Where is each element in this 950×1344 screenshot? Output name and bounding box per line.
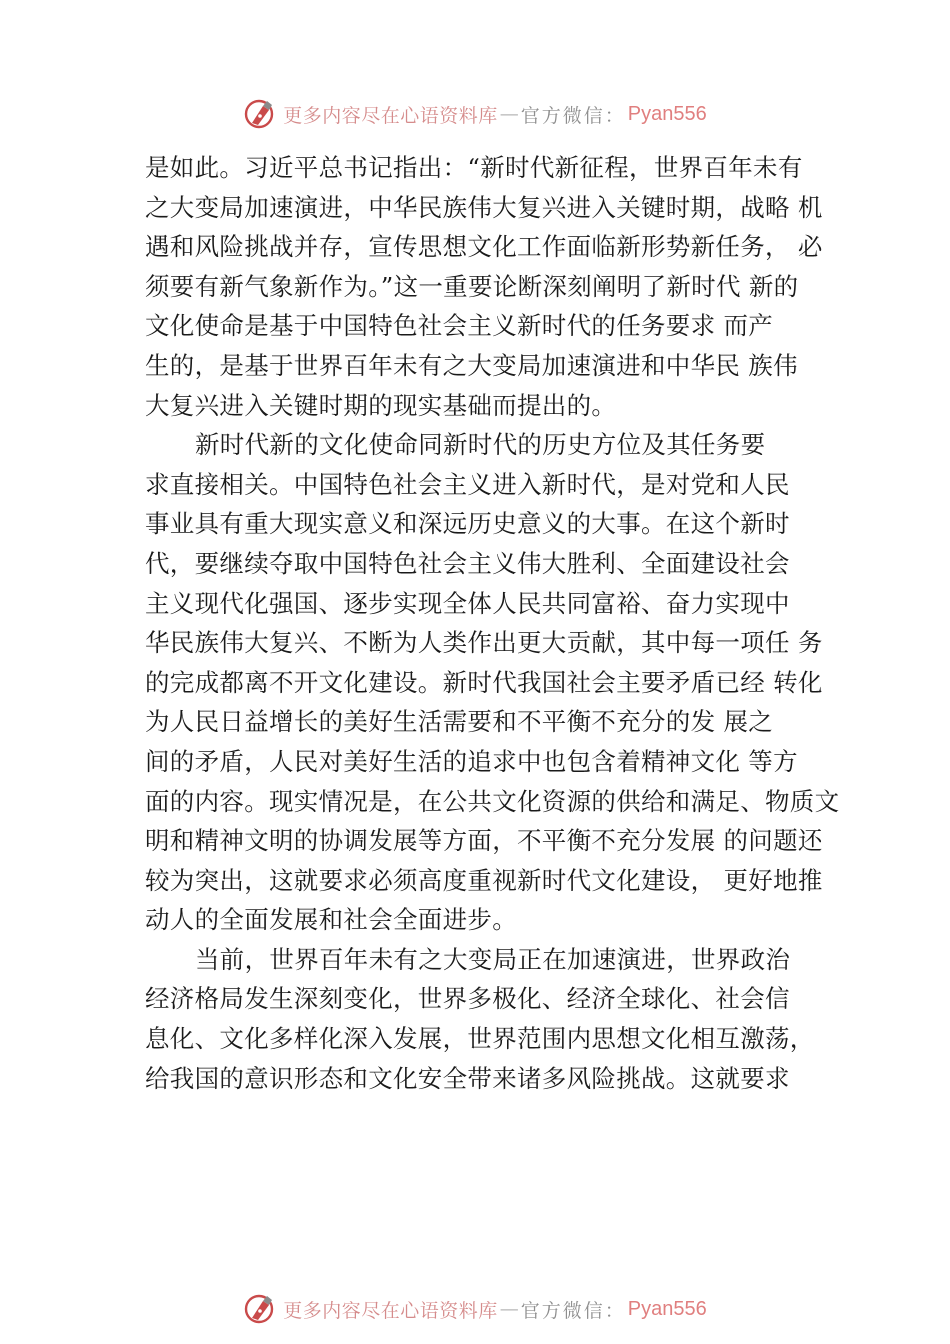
header-wechat-label: 官方微信：	[520, 104, 626, 127]
text-line: 遇和风险挑战并存，宣传思想文化工作面临新形势新任务， 必	[145, 232, 823, 262]
text-line: 大复兴进入关键时期的现实基础而提出的。	[145, 390, 617, 420]
footer-banner	[0, 1289, 950, 1329]
text-line: 华民族伟大复兴、不断为人类作出更大贡献，其中每一项任 务	[145, 628, 823, 658]
header-separator: —	[499, 103, 519, 125]
text-line: 须要有新气象新作为。”这一重要论断深刻阐明了新时代 新的	[145, 271, 799, 301]
document-body	[145, 148, 845, 1098]
text-line: 动人的全面发展和社会全面进步。	[145, 905, 517, 935]
text-line: 的完成都离不开文化建设。新时代我国社会主要矛盾已经 转化	[145, 667, 823, 697]
header-brand-text: 更多内容尽在心语资料库	[283, 104, 498, 127]
footer-wechat-label: 官方微信：	[520, 1299, 626, 1322]
footer-brand-text: 更多内容尽在心语资料库	[283, 1299, 498, 1322]
text-line: 事业具有重大现实意义和深远历史意义的大事。在这个新时	[145, 509, 790, 539]
paragraph-start-line: 新时代新的文化使命同新时代的历史方位及其任务要	[195, 430, 766, 460]
text-line: 生的，是基于世界百年未有之大变局加速演进和中华民 族伟	[145, 350, 798, 380]
text-line: 为人民日益增长的美好生活需要和不平衡不充分的发 展之	[145, 707, 774, 737]
footer-account-id: Pyan556	[627, 1297, 707, 1320]
text-line: 间的矛盾，人民对美好生活的追求中也包含着精神文化 等方	[145, 746, 798, 776]
text-line: 明和精神文明的协调发展等方面，不平衡不充分发展 的问题还	[145, 826, 823, 856]
header-account-id: Pyan556	[627, 102, 707, 125]
text-line: 给我国的意识形态和文化安全带来诸多风险挑战。这就要求	[145, 1063, 790, 1093]
text-line: 面的内容。现实情况是，在公共文化资源的供给和满足、物质文	[145, 786, 840, 816]
text-line: 求直接相关。中国特色社会主义进入新时代，是对党和人民	[145, 469, 790, 499]
text-line: 息化、文化多样化深入发展，世界范围内思想文化相互激荡，	[145, 1024, 815, 1054]
text-line: 文化使命是基于中国特色社会主义新时代的任务要求 而产	[145, 311, 774, 341]
text-line: 较为突出，这就要求必须高度重视新时代文化建设， 更好地推	[145, 865, 823, 895]
text-line: 主义现代化强国、逐步实现全体人民共同富裕、奋力实现中	[145, 588, 790, 618]
pen-nib-logo-icon	[243, 97, 277, 131]
paragraph-start-line: 当前，世界百年未有之大变局正在加速演进，世界政治	[195, 944, 791, 974]
header-banner	[0, 94, 950, 134]
pen-nib-logo-icon	[243, 1292, 277, 1326]
footer-separator: —	[499, 1298, 519, 1320]
text-line: 之大变局加速演进，中华民族伟大复兴进入关键时期，战略 机	[145, 192, 823, 222]
text-line: 代，要继续夺取中国特色社会主义伟大胜利、全面建设社会	[145, 548, 790, 578]
text-line: 经济格局发生深刻变化，世界多极化、经济全球化、社会信	[145, 984, 790, 1014]
text-line: 是如此。习近平总书记指出：“新时代新征程，世界百年未有	[145, 153, 803, 182]
